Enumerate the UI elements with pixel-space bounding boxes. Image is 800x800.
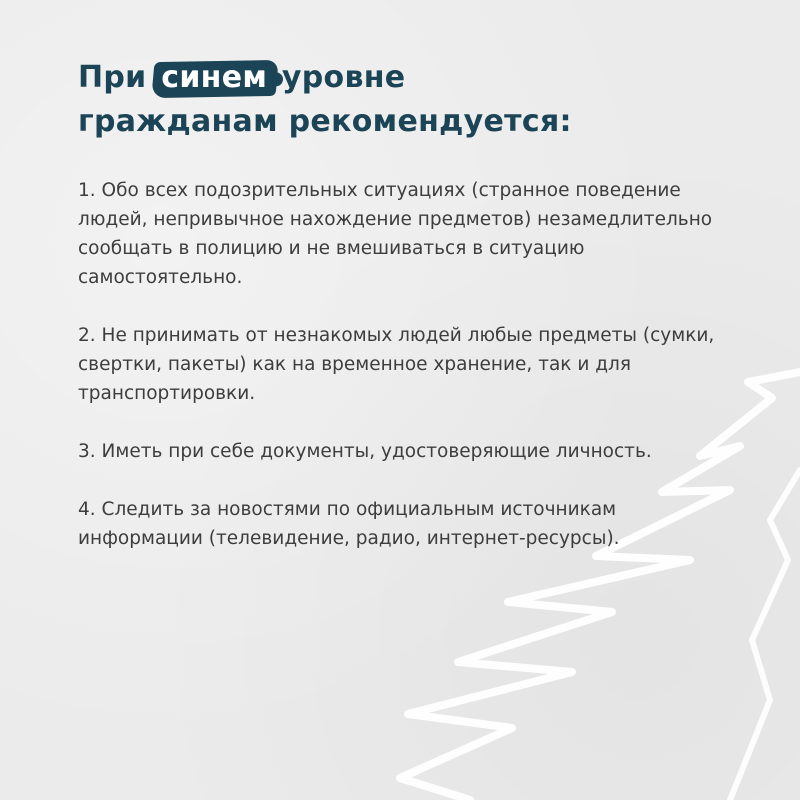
- title-line-1: [78, 56, 572, 100]
- title-highlight: синем: [155, 56, 273, 100]
- list-item: 3. Иметь при себе документы, удостоверяющие личность.: [78, 441, 652, 462]
- list-item: 4. Следить за новостями по официальным источникам информации (телевидение, радио, интернет-ресурсы).: [78, 499, 620, 549]
- recommendations-list: [78, 176, 718, 553]
- title-prefix: При: [78, 60, 147, 95]
- title-suffix: уровне: [281, 60, 406, 95]
- list-item: 2. Не принимать от незнакомых людей любые предметы (сумки, свертки, пакеты) как на временное хранение, так и для транспортировки.: [78, 325, 715, 404]
- page-title: [78, 56, 572, 144]
- title-line-2: гражданам рекомендуется:: [78, 104, 572, 139]
- list-item: 1. Обо всех подозрительных ситуациях (странное поведение людей, непривычное нахождение предметов) незамедлительно сообщать в полицию и не вмешиваться в ситуацию самостоятельно.: [78, 180, 713, 288]
